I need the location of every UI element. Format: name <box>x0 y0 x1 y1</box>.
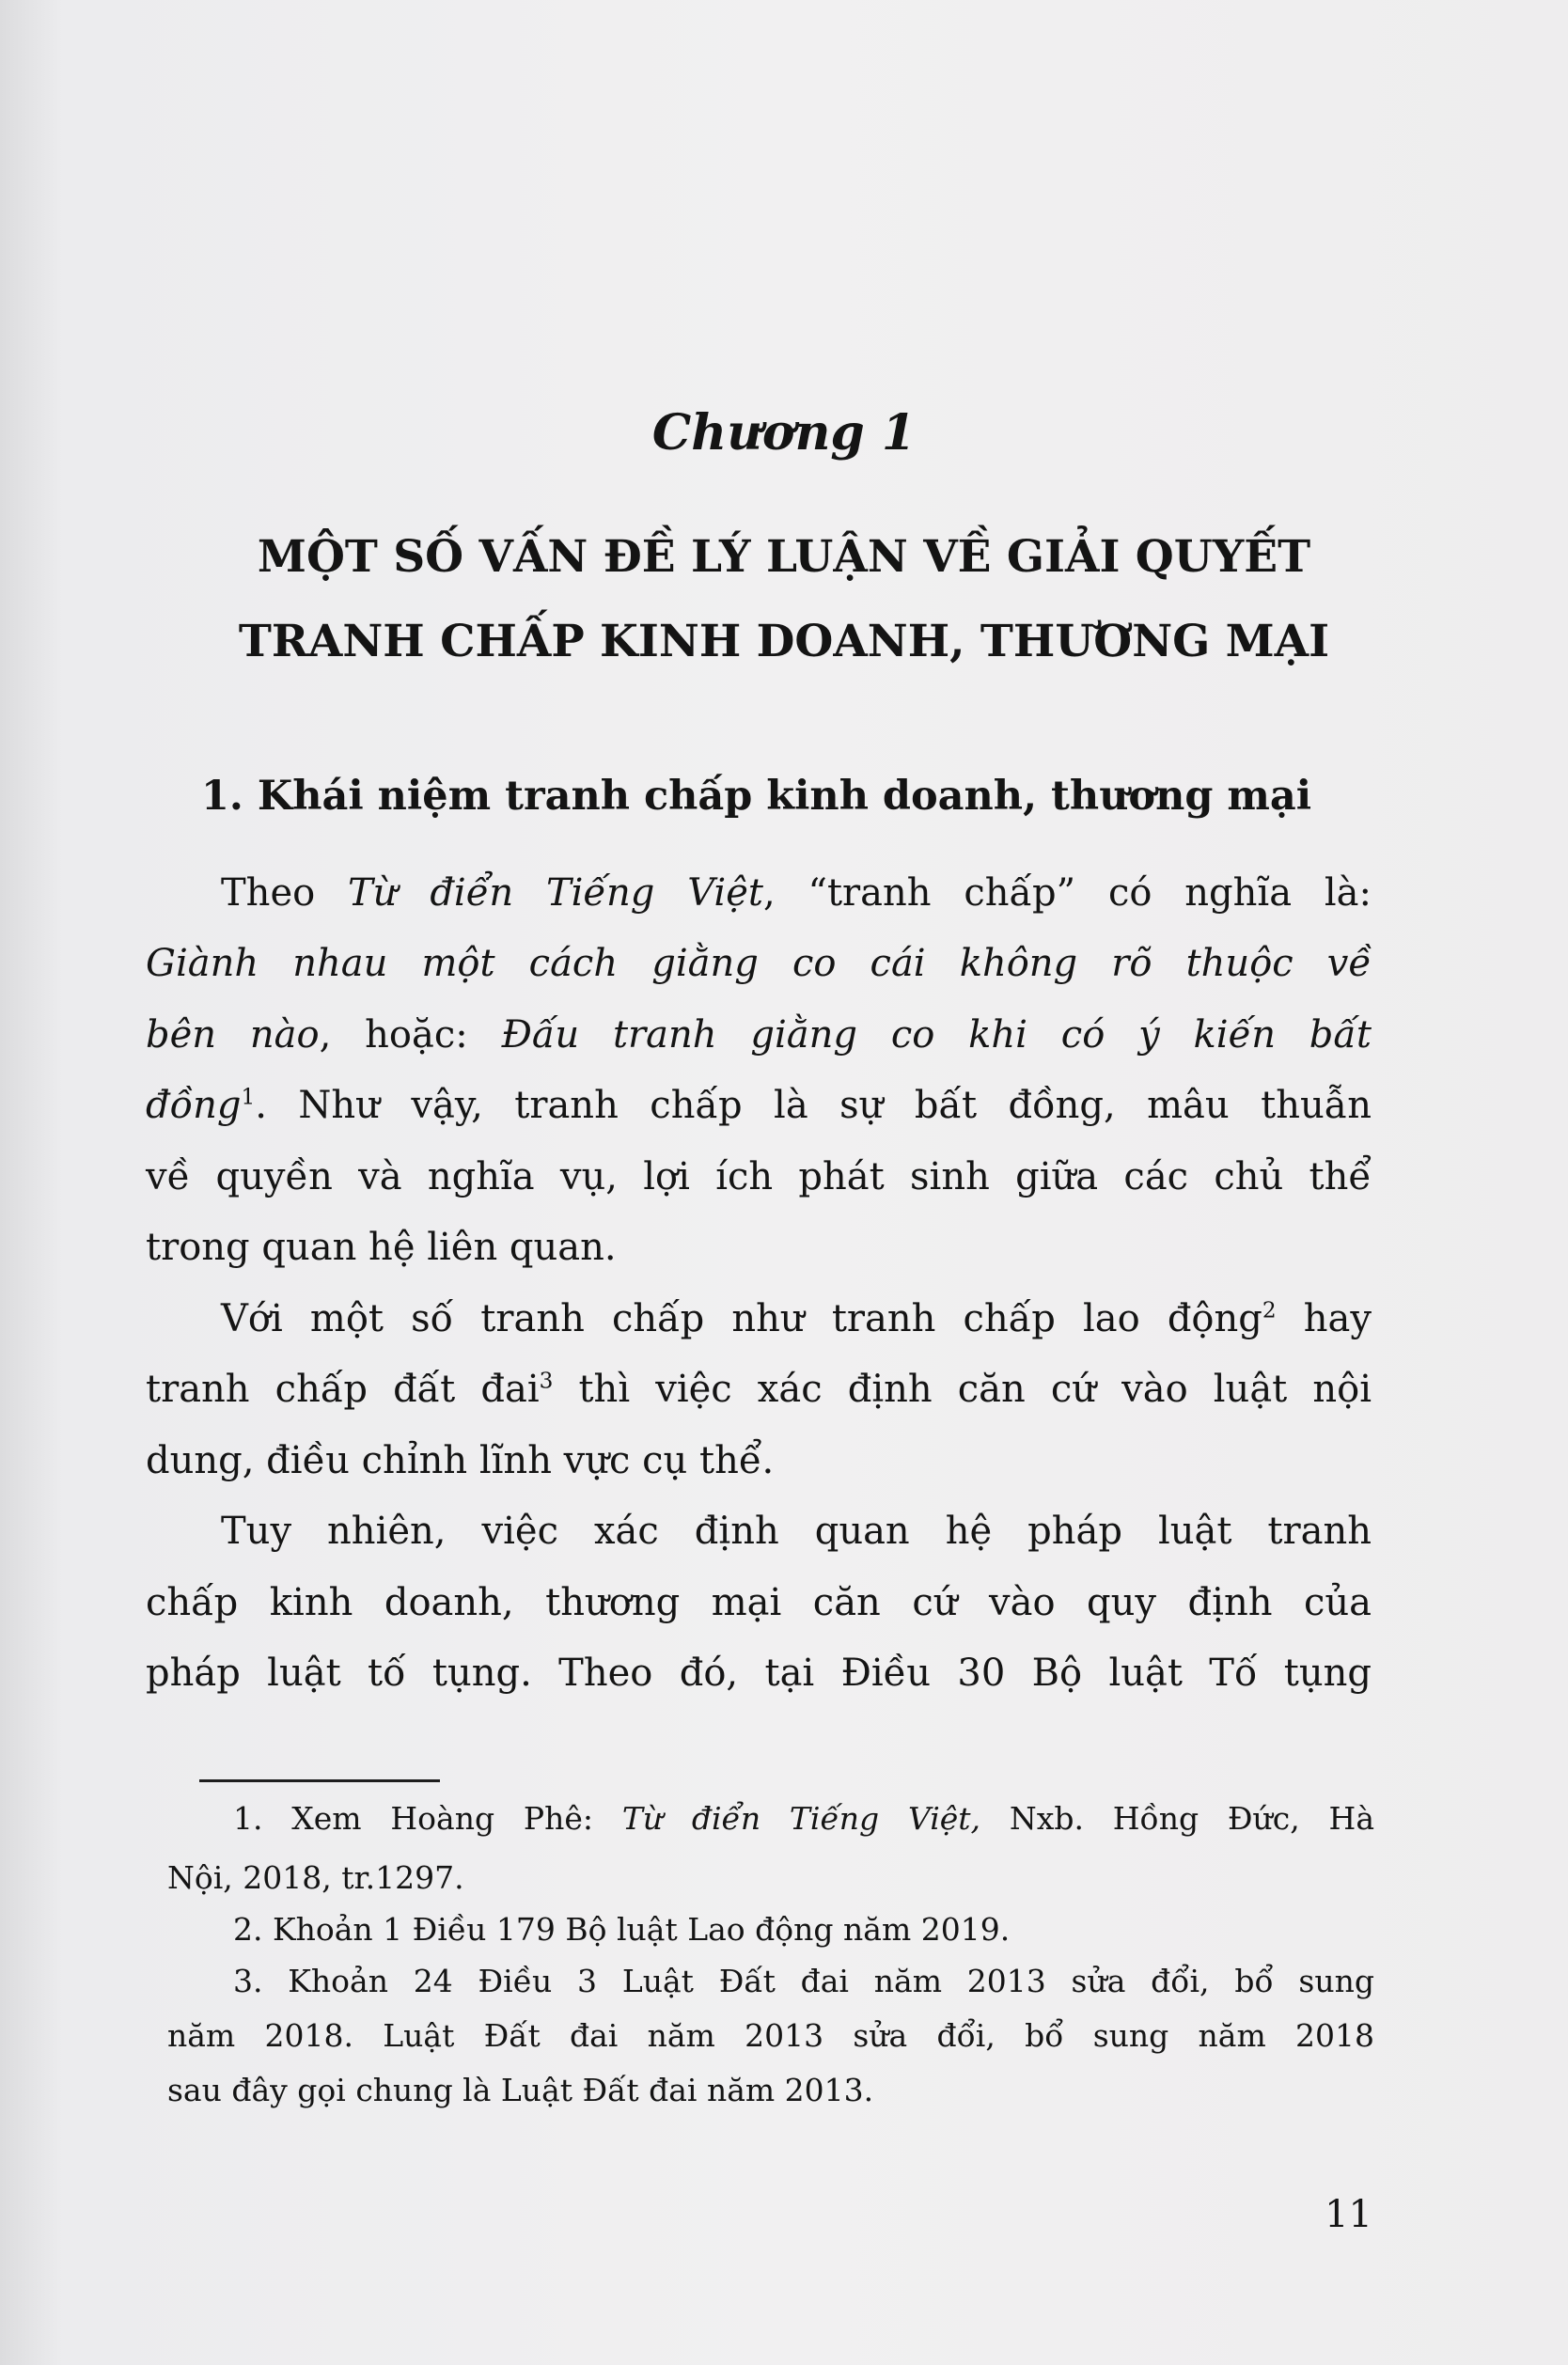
text-segment: dung, điều chỉnh lĩnh vực cụ thể. <box>146 1439 775 1482</box>
paragraph-2-line-3 <box>146 1433 1372 1489</box>
footnote-3-line-1 <box>233 1958 1374 2005</box>
paragraph-1-line-3 <box>146 1007 1372 1063</box>
text-segment: . Như vậy, tranh chấp là sự bất đồng, mâu thuẫn <box>255 1084 1372 1127</box>
paragraph-1-line-1 <box>221 865 1372 921</box>
paragraph-1-line-4 <box>146 1077 1372 1134</box>
footnote-1-line-1 <box>233 1795 1374 1842</box>
text-segment: 1. Xem Hoàng Phê: <box>233 1800 622 1837</box>
italic-segment: Giành nhau một cách giằng co cái không rõ thuộc về <box>146 942 1372 985</box>
text-segment: Với một số tranh chấp như tranh chấp lao động <box>221 1297 1262 1340</box>
italic-segment: đồng <box>146 1084 242 1127</box>
paragraph-2-line-2 <box>146 1361 1372 1417</box>
text-segment: năm 2018. Luật Đất đai năm 2013 sửa đổi, bổ sung năm 2018 <box>167 2017 1374 2054</box>
paragraph-3-line-3 <box>146 1645 1372 1701</box>
text-segment: trong quan hệ liên quan. <box>146 1226 617 1269</box>
italic-segment: Đấu tranh giằng co khi có ý kiến bất <box>501 1013 1372 1057</box>
footnote-separator <box>199 1779 440 1782</box>
section-heading: 1. Khái niệm tranh chấp kinh doanh, thương mại <box>201 773 1312 820</box>
text-segment: chấp kinh doanh, thương mại căn cứ vào quy định của <box>146 1581 1372 1624</box>
text-segment: 3. Khoản 24 Điều 3 Luật Đất đai năm 2013 sửa đổi, bổ sung <box>233 1963 1374 1999</box>
italic-segment: Từ điển Tiếng Việt <box>348 871 763 915</box>
footnote-3-line-3 <box>167 2067 1374 2114</box>
chapter-label: Chương 1 <box>651 404 917 462</box>
text-segment: Nxb. Hồng Đức, Hà <box>980 1800 1375 1837</box>
footnote-ref-1: 1 <box>241 1084 256 1110</box>
footnote-ref-2: 2 <box>1262 1297 1277 1323</box>
text-segment: , “tranh chấp” có nghĩa là: <box>762 871 1372 915</box>
italic-segment: Từ điển Tiếng Việt, <box>621 1800 981 1837</box>
text-segment: tranh chấp đất đai <box>146 1368 540 1411</box>
text-segment: , hoặc: <box>319 1013 502 1057</box>
paragraph-1-line-6 <box>146 1219 1372 1276</box>
chapter-title-line-1: MỘT SỐ VẤN ĐỀ LÝ LUẬN VỀ GIẢI QUYẾT <box>257 531 1311 583</box>
italic-segment: bên nào <box>146 1013 320 1057</box>
chapter-title <box>132 515 1436 684</box>
text-segment: hay <box>1276 1297 1372 1340</box>
paragraph-1-line-2 <box>146 935 1372 992</box>
page-number: 11 <box>1325 2193 1372 2236</box>
chapter-title-line-2: TRANH CHẤP KINH DOANH, THƯƠNG MẠI <box>238 616 1330 667</box>
text-segment: thì việc xác định căn cứ vào luật nội <box>553 1368 1372 1411</box>
paragraph-3-line-2 <box>146 1574 1372 1631</box>
paragraph-1-line-5 <box>146 1149 1372 1205</box>
text-segment: Nội, 2018, tr.1297. <box>167 1859 464 1896</box>
text-segment: pháp luật tố tụng. Theo đó, tại Điều 30 Bộ luật Tố tụng <box>146 1652 1372 1695</box>
footnote-ref-3: 3 <box>539 1368 554 1394</box>
text-segment: 2. Khoản 1 Điều 179 Bộ luật Lao động năm 2019. <box>233 1911 1011 1948</box>
text-segment: Theo <box>221 871 349 915</box>
text-segment: Tuy nhiên, việc xác định quan hệ pháp luật tranh <box>221 1510 1372 1553</box>
footnote-2 <box>233 1906 1374 1953</box>
text-segment: sau đây gọi chung là Luật Đất đai năm 2013. <box>167 2072 874 2108</box>
footnote-1-line-2 <box>167 1855 1374 1902</box>
paragraph-3-line-1 <box>221 1503 1372 1559</box>
footnote-3-line-2 <box>167 2013 1374 2060</box>
paragraph-2-line-1 <box>221 1291 1372 1347</box>
text-segment: về quyền và nghĩa vụ, lợi ích phát sinh giữa các chủ thể <box>146 1155 1372 1198</box>
